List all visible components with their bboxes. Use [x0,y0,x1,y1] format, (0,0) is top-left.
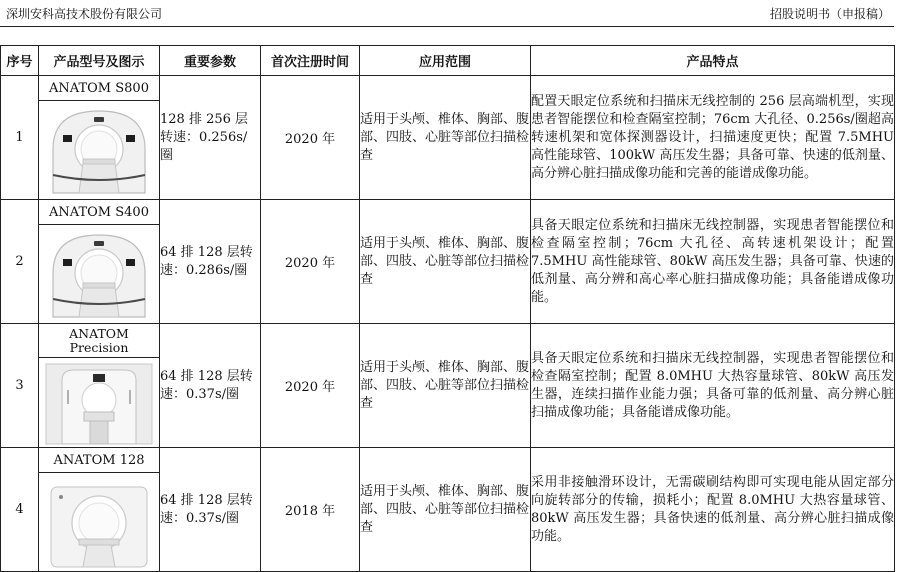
params-cell: 64 排 128 层转速：0.286s/圈 [160,200,261,324]
model-name: ANATOM S400 [39,202,159,225]
application-scope: 适用于头颅、椎体、胸部、腹部、四肢、心脏等部位扫描检查 [360,76,531,200]
registration-year: 2020 年 [261,200,360,324]
col-header-model: 产品型号及图示 [39,46,160,76]
model-cell [39,76,160,200]
model-name: ANATOM S800 [39,78,159,101]
registration-year: 2018 年 [261,448,360,572]
model-cell [39,324,160,448]
model-cell [39,200,160,324]
row-index: 4 [1,448,39,572]
registration-year: 2020 年 [261,76,360,200]
product-features: 具备天眼定位系统和扫描床无线控制器，实现患者智能摆位和检查隔室控制；配置 8.0MHU 大热容量球管、80kW 高压发生器，连续扫描作业能力强；具备可靠的低剂量、高分辨心脏扫描成像功能；具备能谱成像功能。 [531,324,895,448]
table-header-row [1,46,895,76]
col-header-features: 产品特点 [531,46,895,76]
document-title: 招股说明书（申报稿） [769,7,890,21]
col-header-params: 重要参数 [160,46,261,76]
table-row [1,200,895,324]
col-header-index: 序号 [1,46,39,76]
row-index: 3 [1,324,39,448]
ct-scanner-image [45,229,153,321]
model-name: ANATOM 128 [39,450,159,473]
product-table [0,45,895,572]
application-scope: 适用于头颅、椎体、胸部、腹部、四肢、心脏等部位扫描检查 [360,324,531,448]
registration-year: 2020 年 [261,324,360,448]
product-features: 配置天眼定位系统和扫描床无线控制的 256 层高端机型，实现患者智能摆位和检查隔室控制；76cm 大孔径、0.256s/圈超高转速机架和宽体探测器设计，扫描速度更快；配置 7.5MHU 高性能球管、100kW 高压发生器；具备可靠、快速的低剂量、高分辨心脏扫描成像功能和完善的能谱成像功能。 [531,76,895,200]
company-name: 深圳安科高技术股份有限公司 [6,7,163,21]
params-cell: 64 排 128 层转速：0.37s/圈 [160,448,261,572]
col-header-scope: 应用范围 [360,46,531,76]
table-row [1,324,895,448]
params-cell: 64 排 128 层转速：0.37s/圈 [160,324,261,448]
row-index: 2 [1,200,39,324]
page-header [0,0,894,27]
row-index: 1 [1,76,39,200]
col-header-year: 首次注册时间 [261,46,360,76]
table-row [1,76,895,200]
table-row [1,448,895,572]
product-features: 具备天眼定位系统和扫描床无线控制器，实现患者智能摆位和检查隔室控制；76cm 大孔径、高转速机架设计；配置 7.5MHU 高性能球管、80kW 高压发生器；具备可靠、快速的低剂量、高分辨和高心率心脏扫描成像功能；具备能谱成像功能。 [531,200,895,324]
model-name: ANATOM Precision [39,326,159,358]
application-scope: 适用于头颅、椎体、胸部、腹部、四肢、心脏等部位扫描检查 [360,200,531,324]
application-scope: 适用于头颅、椎体、胸部、腹部、四肢、心脏等部位扫描检查 [360,448,531,572]
ct-scanner-image [44,360,154,446]
ct-scanner-image [45,105,153,197]
model-cell [39,448,160,572]
product-features: 采用非接触滑环设计，无需碳刷结构即可实现电能从固定部分向旋转部分的传输，损耗小；配置 8.0MHU 大热容量球管、80kW 高压发生器；具备快速的低剂量、高分辨心脏扫描成像功能。 [531,448,895,572]
params-cell: 128 排 256 层转速：0.256s/圈 [160,76,261,200]
ct-scanner-image [45,477,153,569]
